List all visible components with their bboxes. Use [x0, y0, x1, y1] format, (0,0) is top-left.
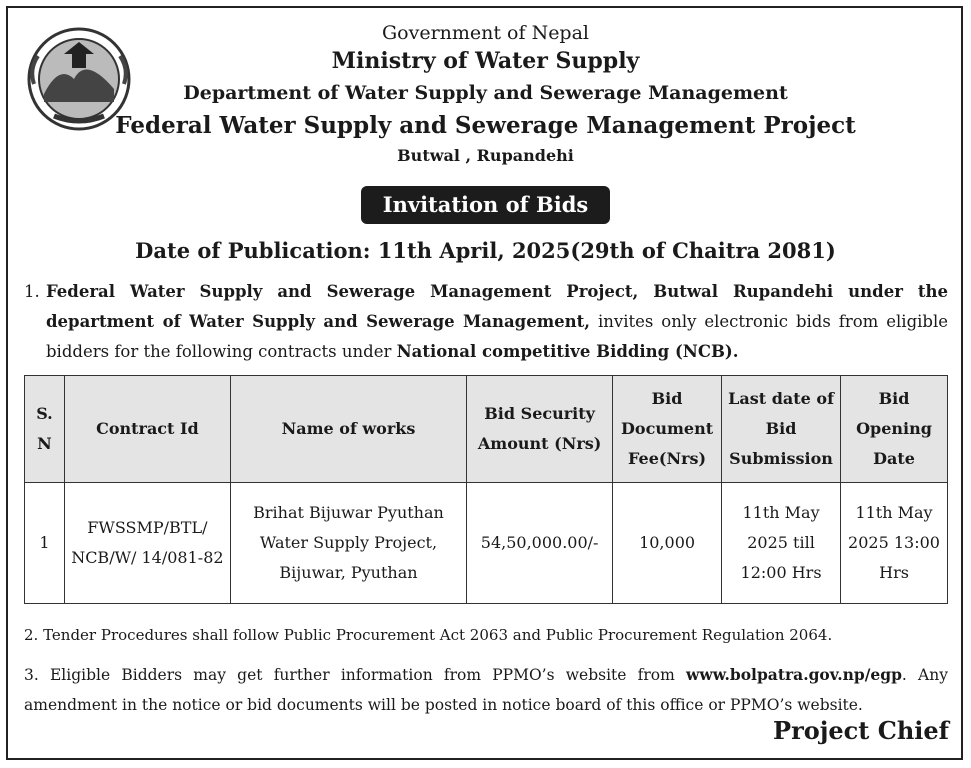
cell-last-date: 11th May 2025 till 12:00 Hrs — [722, 483, 841, 604]
paragraph-1 — [24, 277, 948, 367]
notice-title-badge: Invitation of Bids — [361, 186, 610, 224]
header-bid-security: Bid Security Amount (Nrs) — [467, 376, 613, 483]
cell-bid-doc-fee: 10,000 — [613, 483, 722, 604]
header-contract-id: Contract Id — [64, 376, 230, 483]
cell-sn: 1 — [25, 483, 65, 604]
paragraph-1-number: 1. — [24, 282, 40, 301]
project-title: Federal Water Supply and Sewerage Management Project — [115, 112, 856, 139]
ministry-title: Ministry of Water Supply — [331, 48, 640, 74]
paragraph-3-lead: 3. Eligible Bidders may get further information from PPMO’s website from — [24, 666, 687, 684]
paragraph-1-text: invites only electronic bids from eligible bidders for the following contracts under — [46, 312, 949, 361]
cell-contract-id: FWSSMP/BTL/ NCB/W/ 14/081-82 — [64, 483, 230, 604]
paragraph-1-tail: National competitive Bidding (NCB). — [396, 342, 739, 361]
location-text: Butwal , Rupandehi — [397, 146, 574, 165]
table-header-row — [25, 376, 948, 483]
paragraph-1-lead: Federal Water Supply and Sewerage Management Project, Butwal Rupandehi under the department of Water Supply and Sewerage Management, — [46, 282, 948, 331]
paragraph-3 — [24, 660, 948, 720]
cell-bid-security: 54,50,000.00/- — [467, 483, 613, 604]
paragraph-2: 2. Tender Procedures shall follow Public Procurement Act 2063 and Public Procurement Regulation 2064. — [24, 626, 833, 644]
ppmo-website-link[interactable]: www.bolpatra.gov.np/egp — [686, 665, 902, 684]
header-opening-date: Bid Opening Date — [841, 376, 948, 483]
signature: Project Chief — [773, 716, 949, 745]
header-last-date: Last date of Bid Submission — [722, 376, 841, 483]
department-title: Department of Water Supply and Sewerage Management — [183, 82, 788, 104]
table-row — [25, 483, 948, 604]
header-sn: S. N — [25, 376, 65, 483]
government-title: Government of Nepal — [381, 22, 590, 44]
publication-date: Date of Publication: 11th April, 2025(29th of Chaitra 2081) — [135, 238, 836, 263]
paragraph-3-tail: . Any amendment in the notice or bid documents will be posted in notice board of this office or PPMO’s website. — [24, 666, 948, 714]
bids-table — [24, 375, 948, 604]
cell-name-of-works: Brihat Bijuwar Pyuthan Water Supply Project, Bijuwar, Pyuthan — [230, 483, 466, 604]
header-name-of-works: Name of works — [230, 376, 466, 483]
cell-opening-date: 11th May 2025 13:00 Hrs — [841, 483, 948, 604]
header-bid-doc-fee: Bid Document Fee(Nrs) — [613, 376, 722, 483]
